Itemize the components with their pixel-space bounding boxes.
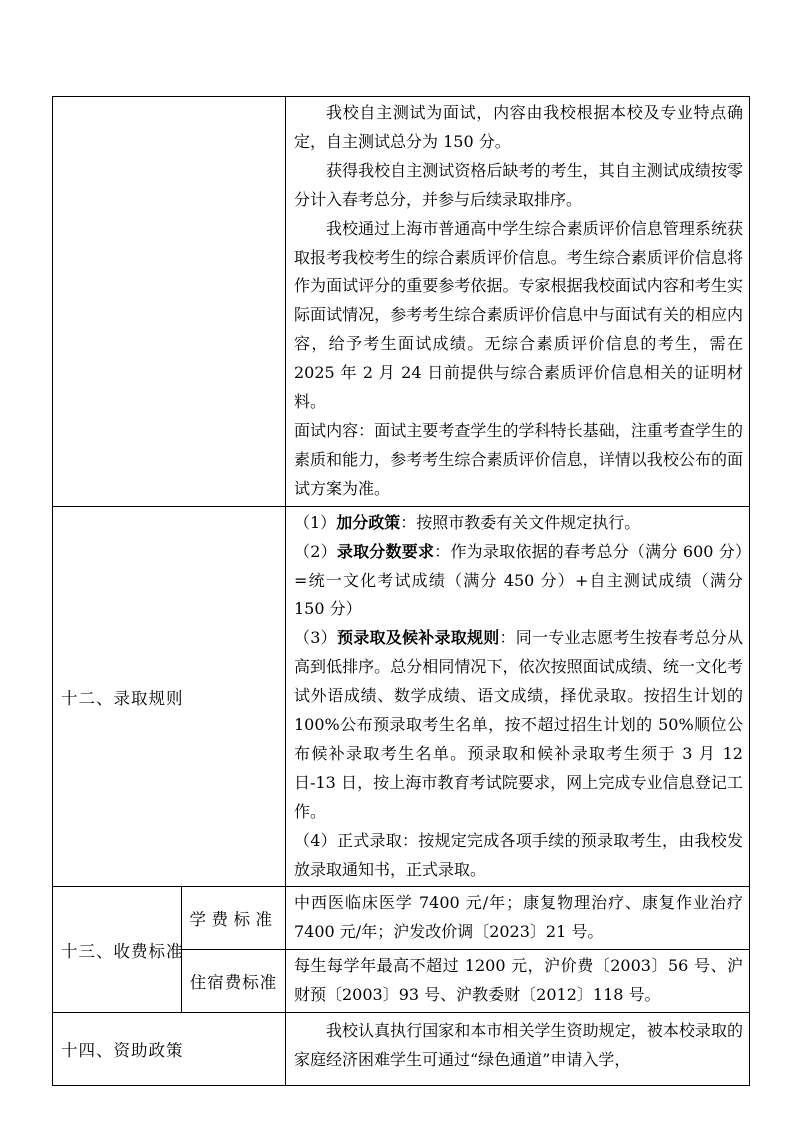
admission-table	[52, 96, 750, 1086]
housing-content	[286, 950, 750, 1013]
rule-item-1: （1）加分政策：按照市教委有关文件规定执行。	[294, 512, 641, 532]
empty-label-cell	[53, 97, 286, 507]
table-row-admission-rules	[53, 506, 750, 887]
test-paragraph-1: 我校自主测试为面试，内容由我校根据本校及专业特点确定，自主测试总分为 150 分。	[294, 103, 743, 151]
tuition-content	[286, 887, 750, 950]
housing-text: 每生每学年最高不超过 1200 元，沪价费〔2003〕56 号、沪财预〔2003〕93 号、沪教委财〔2012〕118 号。	[294, 956, 743, 1005]
interview-content: 面试内容：面试主要考查学生的学科特长基础，注重考查学生的素质和能力，参考考生综合素质评价信息，详情以我校公布的面试方案为准。	[294, 420, 743, 498]
aid-text: 我校认真执行国家和本市相关学生资助规定，被本校录取的家庭经济困难学生可通过“绿色通道”申请入学，	[294, 1021, 743, 1069]
aid-content	[286, 1013, 750, 1086]
tuition-label: 学费标准	[182, 887, 286, 950]
admission-rules-content	[286, 506, 750, 887]
test-paragraph-3: 我校通过上海市普通高中学生综合素质评价信息管理系统获取报考我校考生的综合素质评价信息。考生综合素质评价信息将作为面试评分的重要参考依据。专家根据我校面试内容和考生实际面试情况，参考考生综合素质评价信息中与面试有关的相应内容，给予考生面试成绩。无综合素质评价信息的考生，需在 2025 年 2 月 24 日前提供与综合素质评价信息相关的证明材料。	[294, 218, 743, 412]
aid-label: 十四、资助政策	[53, 1013, 286, 1086]
admission-rules-label: 十二、录取规则	[53, 506, 286, 887]
tuition-text: 中西医临床医学 7400 元/年；康复物理治疗、康复作业治疗 7400 元/年；沪发改价调〔2023〕21 号。	[294, 893, 743, 942]
housing-label: 住宿费标准	[182, 950, 286, 1013]
table-row-self-test	[53, 97, 750, 507]
rule-item-4: （4）正式录取：按规定完成各项手续的预录取考生，由我校发放录取通知书，正式录取。	[294, 830, 743, 879]
self-test-content	[286, 97, 750, 507]
rule-item-3: （3）预录取及候补录取规则：同一专业志愿考生按春考总分从高到低排序。总分相同情况下，依次按照面试成绩、统一文化考试外语成绩、数学成绩、语文成绩，择优录取。按招生计划的 100%公布预录取考生名单，按不超过招生计划的 50%顺位公布候补录取考生名单。预录取和候补录取考生须于 3 月 12 日-13 日，按上海市教育考试院要求，网上完成专业信息登记工作。	[294, 628, 743, 821]
table-row-aid	[53, 1013, 750, 1086]
test-paragraph-2: 获得我校自主测试资格后缺考的考生，其自主测试成绩按零分计入春考总分，并参与后续录取排序。	[294, 160, 743, 209]
table-row-tuition	[53, 887, 750, 950]
fees-label: 十三、收费标准	[53, 887, 182, 1013]
rule-item-2: （2）录取分数要求：作为录取依据的春考总分（满分 600 分）=统一文化考试成绩（满分 450 分）+自主测试成绩（满分 150 分）	[294, 541, 743, 619]
